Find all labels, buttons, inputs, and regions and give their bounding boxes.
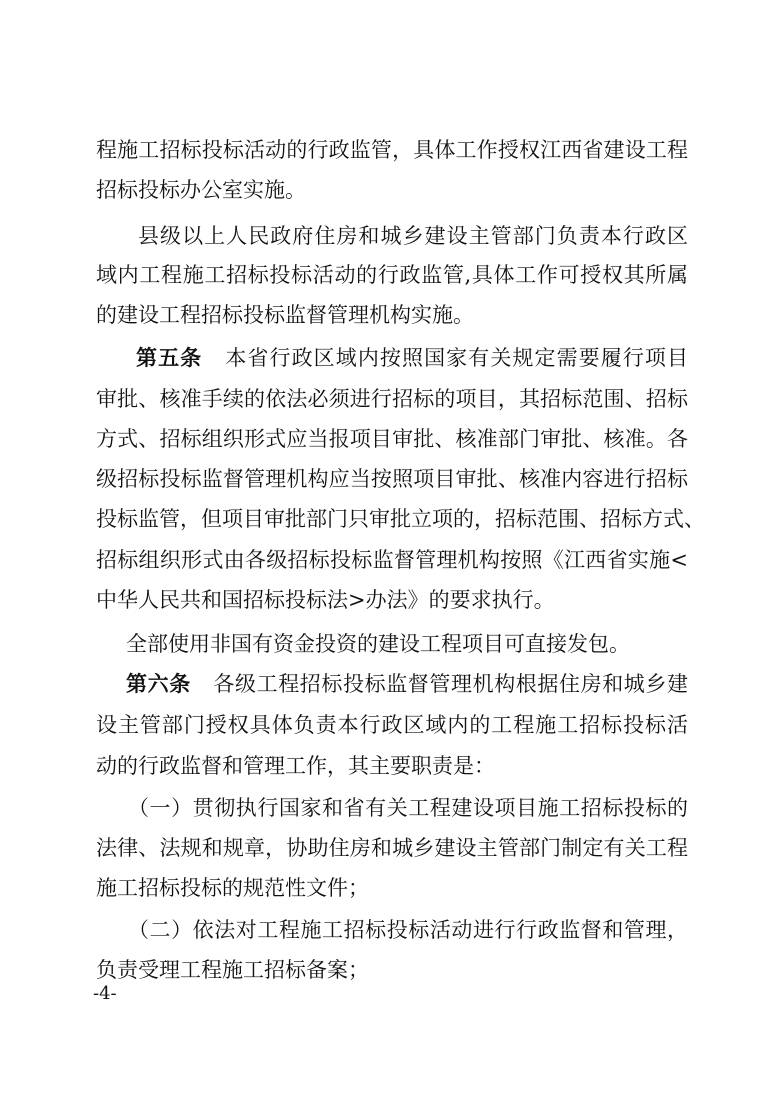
text-line: 施工招标投标的规范性文件； [96, 876, 369, 900]
text-line: 程施工招标投标活动的行政监管，具体工作授权江西省建设工程 [96, 138, 688, 162]
article-5-heading: 第五条 [136, 346, 203, 370]
text-span: 本省行政区域内按照国家有关规定需要履行项目 [224, 346, 688, 370]
text-line: 法律、法规和规章，协助住房和城乡建设主管部门制定有关工程 [96, 836, 688, 860]
text-span: 各级工程招标投标监督管理机构根据住房和城乡建 [212, 672, 689, 696]
text-line: 招标投标办公室实施。 [96, 178, 306, 202]
text-line: 全部使用非国有资金投资的建设工程项目可直接发包。 [126, 632, 630, 656]
page-number: -4- [93, 983, 117, 1004]
text-line: 级招标投标监督管理机构应当按照项目审批、核准内容进行招标 [96, 467, 688, 491]
text-line: 招标组织形式由各级招标投标监督管理机构按照《江西省实施< [96, 548, 688, 572]
text-line: （二）依法对工程施工招标投标活动进行行政监督和管理， [128, 918, 688, 942]
text-line: 中华人民共和国招标投标法>办法》的要求执行。 [96, 588, 555, 612]
text-line: 方式、招标组织形式应当报项目审批、核准部门审批、核准。各 [96, 427, 688, 451]
text-line: 的建设工程招标投标监督管理机构实施。 [96, 303, 474, 327]
text-line: 域内工程施工招标投标活动的行政监管,具体工作可授权其所属 [96, 263, 688, 287]
text-line: 动的行政监督和管理工作，其主要职责是： [96, 754, 495, 778]
text-line: 设主管部门授权具体负责本行政区域内的工程施工招标投标活 [96, 713, 688, 737]
text-line: （一）贯彻执行国家和省有关工程建设项目施工招标投标的 [128, 796, 688, 820]
text-line: 投标监管，但项目审批部门只审批立项的，招标范围、招标方式、 [96, 507, 705, 531]
article-6-heading: 第六条 [126, 672, 191, 696]
text-line: 负责受理工程施工招标备案； [96, 958, 369, 982]
text-line: 县级以上人民政府住房和城乡建设主管部门负责本行政区 [138, 224, 688, 248]
article-5-first-line [136, 340, 688, 376]
article-6-first-line [126, 666, 688, 702]
text-line: 审批、核准手续的依法必须进行招标的项目，其招标范围、招标 [96, 387, 688, 411]
